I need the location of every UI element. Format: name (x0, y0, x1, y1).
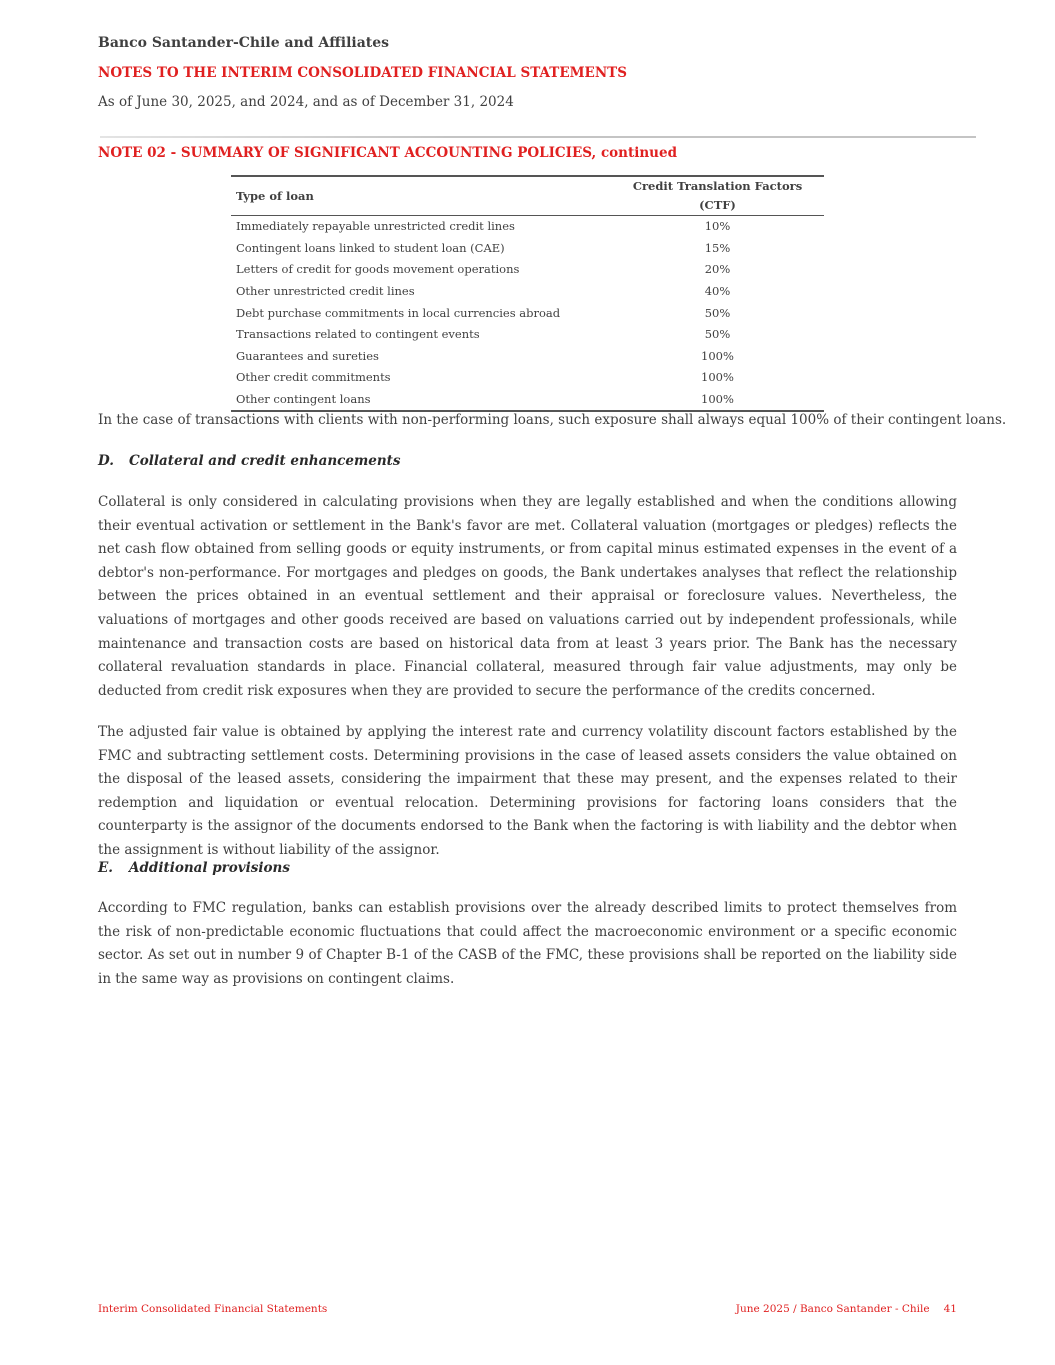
ctf-table (231, 175, 824, 412)
table-row (231, 238, 824, 260)
table-header-row (231, 176, 824, 216)
page-number: 41 (943, 1303, 957, 1315)
column-header-ctf: Credit Translation Factors (CTF) (632, 179, 803, 212)
ctf-value-cell: 20% (704, 262, 731, 277)
ctf-value-cell: 10% (704, 219, 731, 234)
ctf-value-cell: 50% (704, 327, 731, 342)
footer-right-text: June 2025 / Banco Santander - Chile (735, 1303, 930, 1315)
table-row (231, 259, 824, 281)
ctf-value-cell: 15% (704, 240, 731, 255)
loan-type-cell: Guarantees and sureties (236, 348, 379, 363)
table-row (231, 216, 824, 238)
section-d-letter: D. (98, 453, 114, 469)
column-header-type: Type of loan (236, 188, 314, 203)
footer-left-text: Interim Consolidated Financial Statements (98, 1303, 328, 1315)
loan-type-cell: Debt purchase commitments in local currencies abroad (236, 305, 561, 320)
fair-value-paragraph: The adjusted fair value is obtained by applying the interest rate and currency volatility discount factors established by the FMC and subtracting settlement costs. Determining provisions in the case of leased assets considers the value obtained on the disposal of the leased assets, considering the impairment that these may present, and the expenses related to their redemption and liquidation or eventual relocation. Determining provisions for factoring loans considers that the counterparty is the assignor of the documents endorsed to the Bank when the factoring is with liability and the debtor when the assignment is without liability of the assignor. (98, 724, 957, 858)
loan-type-cell: Letters of credit for goods movement operations (236, 262, 520, 277)
table-row (231, 302, 824, 324)
additional-provisions-paragraph: According to FMC regulation, banks can establish provisions over the already described limits to protect themselves from the risk of non-predictable economic fluctuations that could affect the macroeconomic environment or a specific economic sector. As set out in number 9 of Chapter B-1 of the CASB of the FMC, these provisions shall be reported on the liability side in the same way as provisions on contingent claims. (98, 900, 957, 987)
ctf-value-cell: 100% (701, 370, 734, 385)
section-e-heading (98, 860, 290, 876)
document-date: As of June 30, 2025, and 2024, and as of December 31, 2024 (98, 94, 514, 110)
table-row (231, 281, 824, 303)
note-title: NOTE 02 - SUMMARY OF SIGNIFICANT ACCOUNTING POLICIES, continued (98, 145, 678, 161)
loan-type-cell: Other credit commitments (236, 370, 391, 385)
section-d-title: Collateral and credit enhancements (129, 453, 401, 469)
header-divider (100, 136, 976, 138)
table-row (231, 389, 824, 412)
loan-type-cell: Contingent loans linked to student loan (CAE) (236, 240, 505, 255)
collateral-paragraph: Collateral is only considered in calculating provisions when they are legally established and when the conditions allowing their eventual activation or settlement in the Bank's favor are met. Collateral valuation (mortgages or pledges) reflects the net cash flow obtained from selling goods or equity instruments, or from capital minus estimated expenses in the event of a debtor's non-performance. For mortgages and pledges on goods, the Bank undertakes analyses that reflect the relationship between the prices obtained in an eventual settlement and their appraisal or foreclosure values. Nevertheless, the valuations of mortgages and other goods received are based on valuations carried out by independent professionals, while maintenance and transaction costs are based on historical data from at least 3 years prior. The Bank has the necessary collateral revaluation standards in place. Financial collateral, measured through fair value adjustments, may only be deducted from credit risk exposures when they are provided to secure the performance of the credits concerned. (98, 494, 957, 699)
footer-right (736, 1303, 957, 1315)
loan-type-cell: Transactions related to contingent events (236, 327, 480, 342)
loan-type-cell: Immediately repayable unrestricted credit lines (236, 219, 515, 234)
ctf-value-cell: 50% (704, 305, 731, 320)
table-row (231, 346, 824, 368)
loan-type-cell: Other contingent loans (236, 392, 371, 407)
nonperforming-note: In the case of transactions with clients with non-performing loans, such exposure shall always equal 100% of their contingent loans. (98, 412, 1007, 428)
ctf-value-cell: 100% (701, 392, 734, 407)
company-name: Banco Santander-Chile and Affiliates (98, 35, 390, 51)
section-e-letter: E. (98, 860, 113, 876)
section-d-heading (98, 453, 401, 469)
ctf-value-cell: 40% (704, 284, 731, 299)
section-e-title: Additional provisions (129, 860, 290, 876)
ctf-value-cell: 100% (701, 348, 734, 363)
document-title: NOTES TO THE INTERIM CONSOLIDATED FINANCIAL STATEMENTS (98, 65, 627, 81)
table-row (231, 367, 824, 389)
loan-type-cell: Other unrestricted credit lines (236, 284, 415, 299)
table-row (231, 324, 824, 346)
